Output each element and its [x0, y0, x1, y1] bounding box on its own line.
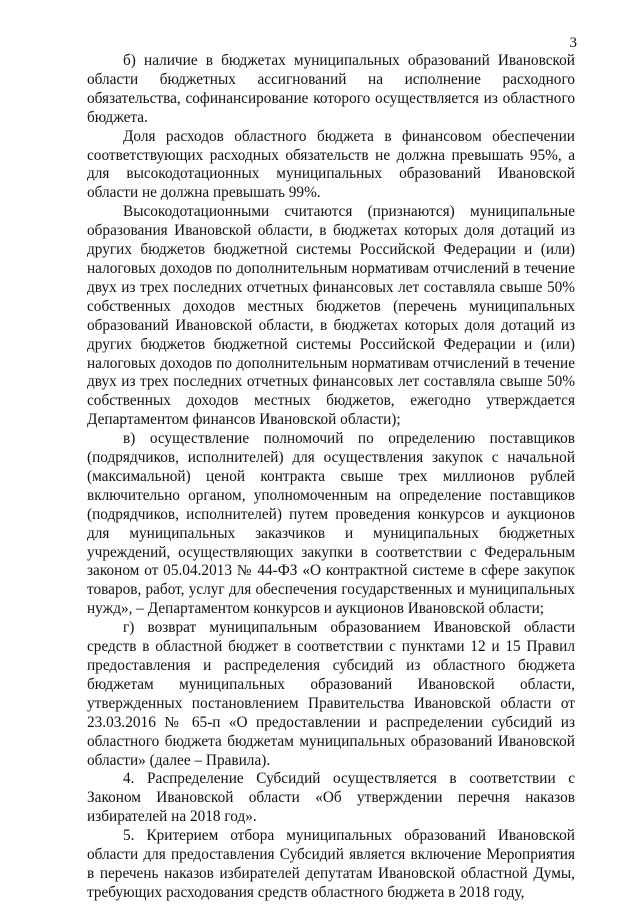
- document-body: [87, 52, 575, 903]
- paragraph-g-funds-return: г) возврат муниципальным образованием Ивановской области средств в областной бюджет в соответствии с пунктами 12 и 15 Правил предоставления и распределения субсидий из областного бюджета бюджетам муниципальных образований Ивановской области, утвержденных постановлением Правительства Ивановской области от 23.03.2016 № 65-п «О предоставлении и распределении субсидий из областного бюджета бюджетам муниципальных образований Ивановской области» (далее – Правила).: [87, 619, 575, 769]
- paragraph-b-budget-allocations: б) наличие в бюджетах муниципальных образований Ивановской области бюджетных ассигнований на исполнение расходного обязательства, софинансирование которого осуществляется из областного бюджета.: [87, 52, 575, 126]
- paragraph-budget-share: Доля расходов областного бюджета в финансовом обеспечении соответствующих расходных обязательств не должна превышать 95%, а для высокодотационных муниципальных образований Ивановской области не должна превышать 99%.: [87, 127, 575, 202]
- paragraph-5-selection-criterion: 5. Критерием отбора муниципальных образований Ивановской области для предоставления Субсидий является включение Мероприятия в перечень наказов избирателей депутатам Ивановской областной Думы, требующих расходования средств областного бюджета в 2018 году,: [87, 827, 575, 901]
- page-number: 3: [569, 35, 577, 51]
- paragraph-4-distribution: 4. Распределение Субсидий осуществляется в соответствии с Законом Ивановской области «Об утверждении перечня наказов избирателей на 2018 год».: [87, 770, 575, 826]
- paragraph-v-procurement-powers: в) осуществление полномочий по определению поставщиков (подрядчиков, исполнителей) для осуществления закупок с начальной (максимальной) ценой контракта свыше трех миллионов рублей включительно органом, уполномоченным на определение поставщиков (подрядчиков, исполнителей) путем проведения конкурсов и аукционов для муниципальных заказчиков и муниципальных бюджетных учреждений, осуществляющих закупки в соответствии с Федеральным законом от 05.04.2013 № 44-ФЗ «О контрактной системе в сфере закупок товаров, работ, услуг для обеспечения государственных и муниципальных нужд», – Департаментом конкурсов и аукционов Ивановской области;: [87, 430, 575, 618]
- paragraph-high-subsidy-definition: Высокодотационными считаются (признаются) муниципальные образования Ивановской области, в бюджетах которых доля дотаций из других бюджетов бюджетной системы Российской Федерации и (или) налоговых доходов по дополнительным нормативам отчислений в течение двух из трех последних отчетных финансовых лет составляла свыше 50% собственных доходов местных бюджетов (перечень муниципальных образований Ивановской области, в бюджетах которых доля дотаций из других бюджетов бюджетной системы Российской Федерации и (или) налоговых доходов по дополнительным нормативам отчислений в течение двух из трех последних отчетных финансовых лет составляла свыше 50% собственных доходов местных бюджетов, ежегодно утверждается Департаментом финансов Ивановской области);: [87, 203, 575, 429]
